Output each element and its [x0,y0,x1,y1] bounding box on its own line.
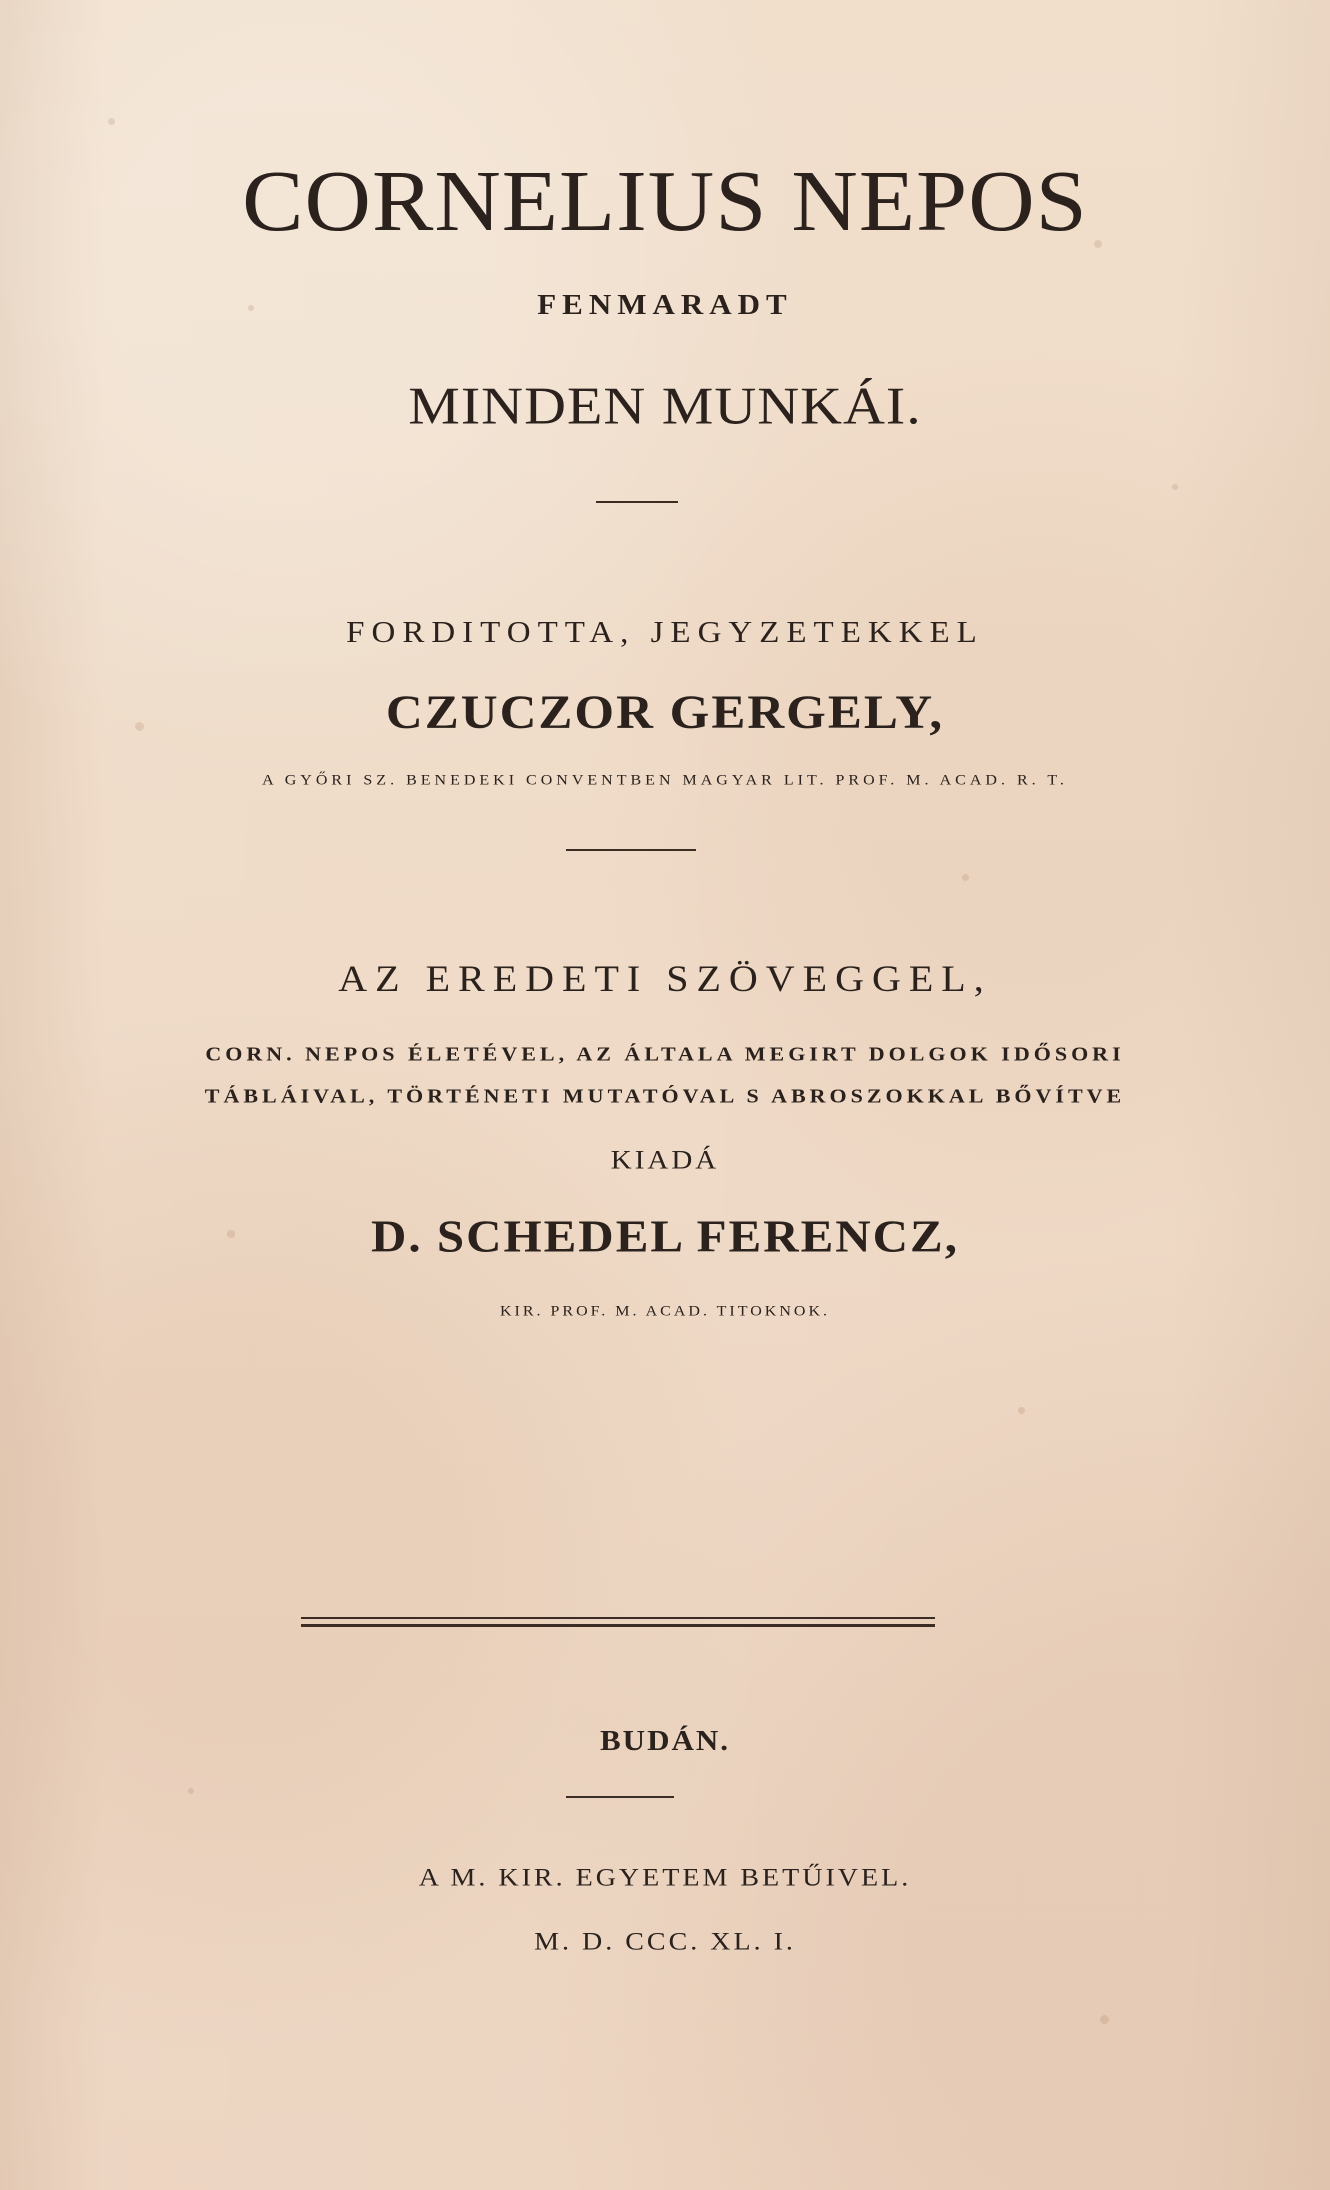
paper-spot [962,874,969,881]
translator-affiliation: A GYŐRI SZ. BENEDEKI CONVENTBEN MAGYAR LIT. PROF. M. ACAD. R. T. [262,772,1068,789]
edition-title: AZ EREDETI SZÖVEGGEL, [338,957,992,1000]
paper-spot [108,118,115,125]
translator-credit: FORDITOTTA, JEGYZETEKKEL [346,616,984,650]
imprint-place: BUDÁN. [600,1724,730,1757]
edition-description-line-1: CORN. NEPOS ÉLETÉVEL, AZ ÁLTALA MEGIRT DOLGOK IDŐSORI [205,1042,1125,1065]
paper-spot [1018,1407,1025,1414]
paper-spot [188,1788,194,1794]
edition-description-line-2: TÁBLÁIVAL, TÖRTÉNETI MUTATÓVAL S ABROSZOKKAL BŐVÍTVE [204,1084,1126,1107]
bottom-divider [566,1796,674,1798]
top-divider [596,501,678,503]
middle-divider [566,849,696,851]
editor-role: KIR. PROF. M. ACAD. TITOKNOK. [499,1303,831,1320]
subtitle-big: MINDEN MUNKÁI. [408,375,922,436]
editor-name: D. SCHEDEL FERENCZ, [370,1211,959,1262]
printer-line: A M. KIR. EGYETEM BETŰIVEL. [418,1863,912,1892]
book-title: CORNELIUS NEPOS [242,153,1088,249]
subtitle-small: FENMARADT [537,288,793,321]
translator-name: CZUCZOR GERGELY, [385,686,945,740]
publication-year: M. D. CCC. XL. I. [534,1927,796,1956]
imprint-divider [301,1617,935,1627]
paper-spot [1100,2015,1109,2024]
paper-spot [1172,484,1178,490]
edited-by-label: KIADÁ [610,1145,720,1175]
